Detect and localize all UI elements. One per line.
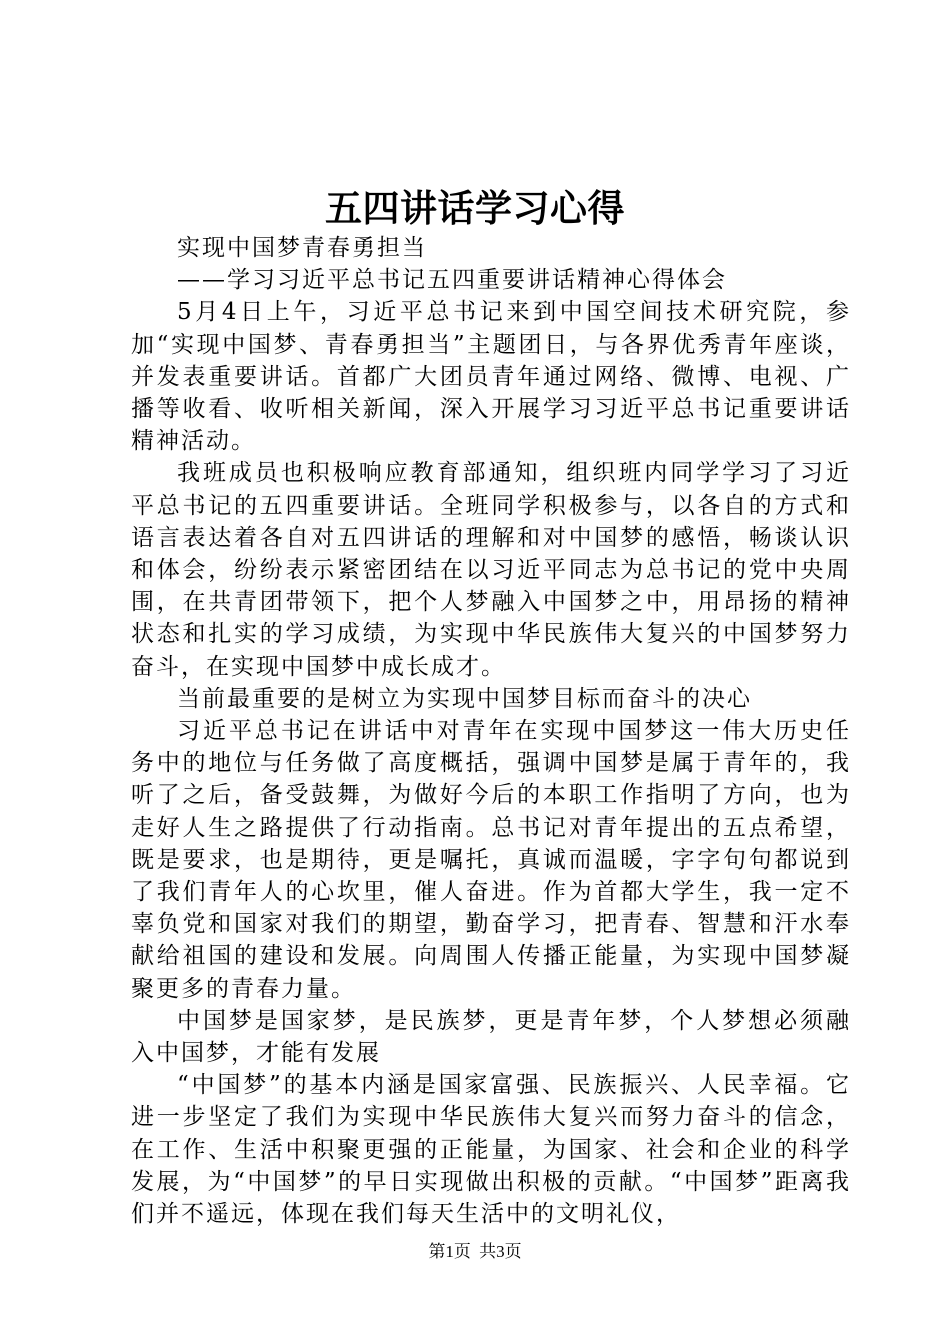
paragraph-section-heading: 当前最重要的是树立为实现中国梦目标而奋斗的决心 — [177, 685, 752, 712]
paragraph-section-heading: 中国梦是国家梦，是民族梦，更是青年梦，个人梦想必须融入中国梦，才能有发展 — [131, 1007, 851, 1067]
page-number: 第1页 — [428, 1242, 471, 1261]
page-footer — [0, 1240, 950, 1264]
paragraph-subtitle: 实现中国梦青春勇担当 — [177, 235, 427, 261]
paragraph-subheading: ——学习习近平总书记五四重要讲话精神心得体会 — [177, 267, 727, 294]
document-title: 五四讲话学习心得 — [325, 186, 625, 230]
paragraph: 我班成员也积极响应教育部通知，组织班内同学学习了习近平总书记的五四重要讲话。全班同学积极参与，以各自的方式和语言表达着各自对五四讲话的理解和对中国梦的感悟，畅谈认识和体会，纷纷表示紧密团结在以习近平同志为总书记的党中央周围，在共青团带领下，把个人梦融入中国梦之中，用昂扬的精神状态和扎实的学习成绩，为实现中华民族伟大复兴的中国梦努力奋斗，在实现中国梦中成长成才。 — [131, 460, 851, 680]
paragraph: “中国梦”的基本内涵是国家富强、民族振兴、人民幸福。它进一步坚定了我们为实现中华民族伟大复兴而努力奋斗的信念，在工作、生活中积聚更强的正能量，为国家、社会和企业的科学发展，为“中国梦”的早日实现做出积极的贡献。“中国梦”距离我们并不遥远，体现在我们每天生活中的文明礼仪， — [131, 1072, 851, 1228]
paragraph: 5月4日上午，习近平总书记来到中国空间技术研究院，参加“实现中国梦、青春勇担当”主题团日，与各界优秀青年座谈，并发表重要讲话。首都广大团员青年通过网络、微博、电视、广播等收看、收听相关新闻，深入开展学习习近平总书记重要讲话精神活动。 — [131, 299, 851, 455]
page-total: 共3页 — [479, 1242, 522, 1261]
document-body — [131, 232, 851, 1230]
paragraph: 习近平总书记在讲话中对青年在实现中国梦这一伟大历史任务中的地位与任务做了高度概括，强调中国梦是属于青年的，我听了之后，备受鼓舞，为做好今后的本职工作指明了方向，也为走好人生之路提供了行动指南。总书记对青年提出的五点希望，既是要求，也是期待，更是嘱托，真诚而温暖，字字句句都说到了我们青年人的心坎里，催人奋进。作为首都大学生，我一定不辜负党和国家对我们的期望，勤奋学习，把青春、智慧和汗水奉献给祖国的建设和发展。向周围人传播正能量，为实现中国梦凝聚更多的青春力量。 — [131, 718, 851, 1002]
